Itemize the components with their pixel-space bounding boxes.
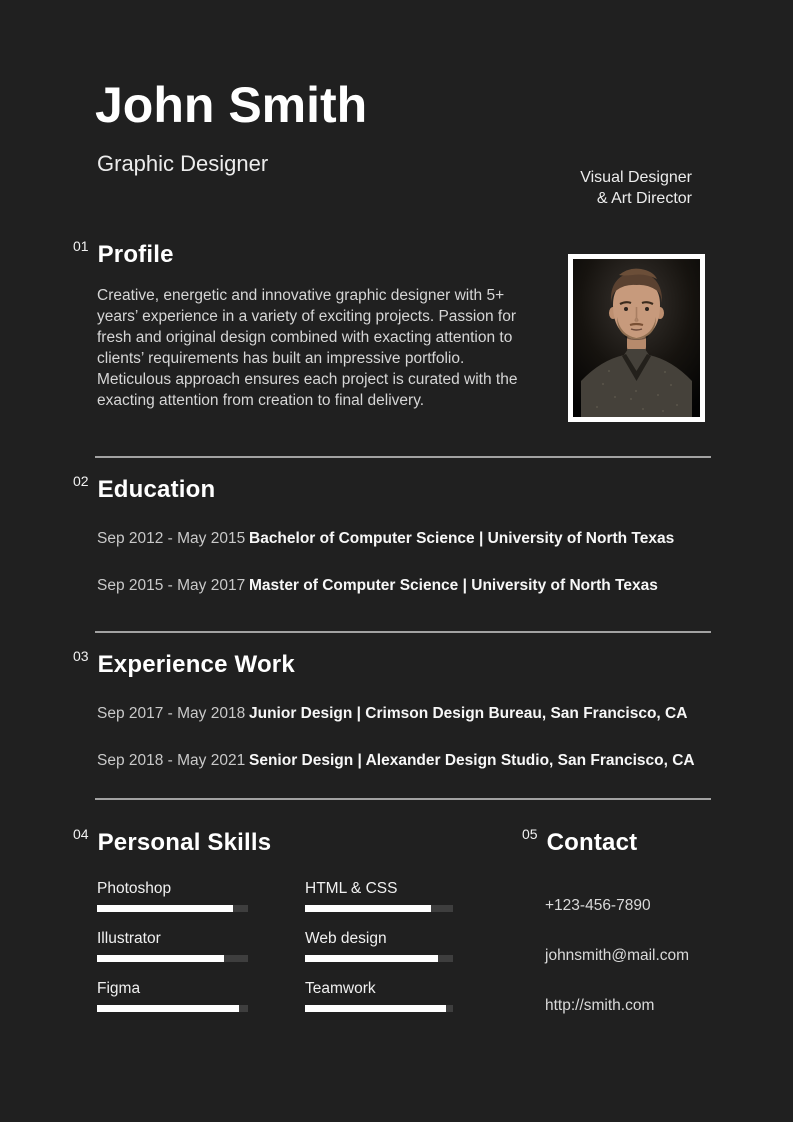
contact-list	[545, 896, 793, 1015]
skill-label: Figma	[97, 980, 141, 997]
divider	[95, 798, 711, 800]
tagline-line-1: Visual Designer	[580, 169, 692, 186]
skill-item	[97, 880, 248, 912]
portrait-illustration	[573, 259, 700, 417]
experience-dates: Sep 2017 - May 2018	[97, 705, 246, 722]
tagline-line-2: & Art Director	[596, 190, 692, 207]
section-number: 05	[522, 826, 538, 842]
education-row	[97, 529, 733, 548]
skill-bar-fill	[97, 905, 233, 912]
skills-grid	[97, 880, 522, 1012]
tagline	[580, 167, 692, 209]
skill-bar-track	[305, 905, 453, 912]
skill-label: Web design	[305, 930, 387, 947]
skill-bar-fill	[97, 955, 224, 962]
experience-row	[97, 751, 753, 770]
contact-phone: +123-456-7890	[545, 897, 651, 914]
education-degree: Bachelor of Computer Science | University of North Texas	[249, 530, 675, 547]
skill-bar-fill	[97, 1005, 239, 1012]
skill-bar-track	[97, 955, 248, 962]
section-title: Contact	[546, 829, 638, 856]
skill-bar-track	[97, 905, 248, 912]
experience-heading	[73, 650, 753, 680]
skills-heading	[73, 828, 522, 858]
contact-heading	[522, 828, 793, 858]
section-profile	[73, 240, 553, 411]
skill-label: Teamwork	[305, 980, 376, 997]
contact-website: http://smith.com	[545, 997, 655, 1014]
skill-label: Photoshop	[97, 880, 172, 897]
section-personal-skills	[73, 828, 522, 1046]
skill-item	[97, 930, 248, 962]
profile-heading	[73, 240, 553, 270]
education-degree: Master of Computer Science | University of North Texas	[249, 577, 658, 594]
skill-item	[305, 980, 453, 1012]
divider	[95, 456, 711, 458]
education-rows	[97, 529, 733, 595]
skill-label: HTML & CSS	[305, 880, 398, 897]
skill-bar-fill	[305, 905, 431, 912]
skill-item	[305, 930, 453, 962]
experience-position: Junior Design | Crimson Design Bureau, San Francisco, CA	[249, 705, 688, 722]
skill-bar-fill	[305, 955, 438, 962]
experience-dates: Sep 2018 - May 2021	[97, 752, 246, 769]
experience-row	[97, 704, 753, 723]
section-number: 01	[73, 238, 89, 254]
section-contact	[522, 828, 793, 1046]
education-row	[97, 576, 733, 595]
profile-text: Creative, energetic and innovative graphic designer with 5+ years’ experience in a variety of exciting projects. Passion for fresh and original design combined with exacting attention to clients’ requirements has built an impressive portfolio. Meticulous approach ensures each project is curated with the exacting attention from creation to final delivery.	[97, 287, 518, 409]
divider	[95, 631, 711, 633]
skill-bar-track	[305, 1005, 453, 1012]
skill-item	[305, 880, 453, 912]
section-number: 04	[73, 826, 89, 842]
section-title: Education	[97, 476, 216, 503]
person-name: John Smith	[95, 77, 368, 133]
experience-position: Senior Design | Alexander Design Studio, San Francisco, CA	[249, 752, 695, 769]
skill-item	[97, 980, 248, 1012]
education-dates: Sep 2015 - May 2017	[97, 577, 246, 594]
bottom-section	[73, 828, 793, 1046]
experience-rows	[97, 704, 753, 770]
portrait-photo	[568, 254, 705, 422]
section-number: 03	[73, 648, 89, 664]
skill-bar-track	[97, 1005, 248, 1012]
section-number: 02	[73, 473, 89, 489]
section-title: Personal Skills	[97, 829, 272, 856]
section-experience	[73, 650, 753, 798]
contact-email: johnsmith@mail.com	[545, 947, 690, 964]
section-title: Experience Work	[97, 651, 295, 678]
section-education	[73, 475, 733, 623]
skill-bar-track	[305, 955, 453, 962]
section-title: Profile	[97, 241, 174, 268]
skill-bar-fill	[305, 1005, 446, 1012]
education-dates: Sep 2012 - May 2015	[97, 530, 246, 547]
job-title: Graphic Designer	[97, 151, 269, 176]
skill-label: Illustrator	[97, 930, 161, 947]
education-heading	[73, 475, 733, 505]
